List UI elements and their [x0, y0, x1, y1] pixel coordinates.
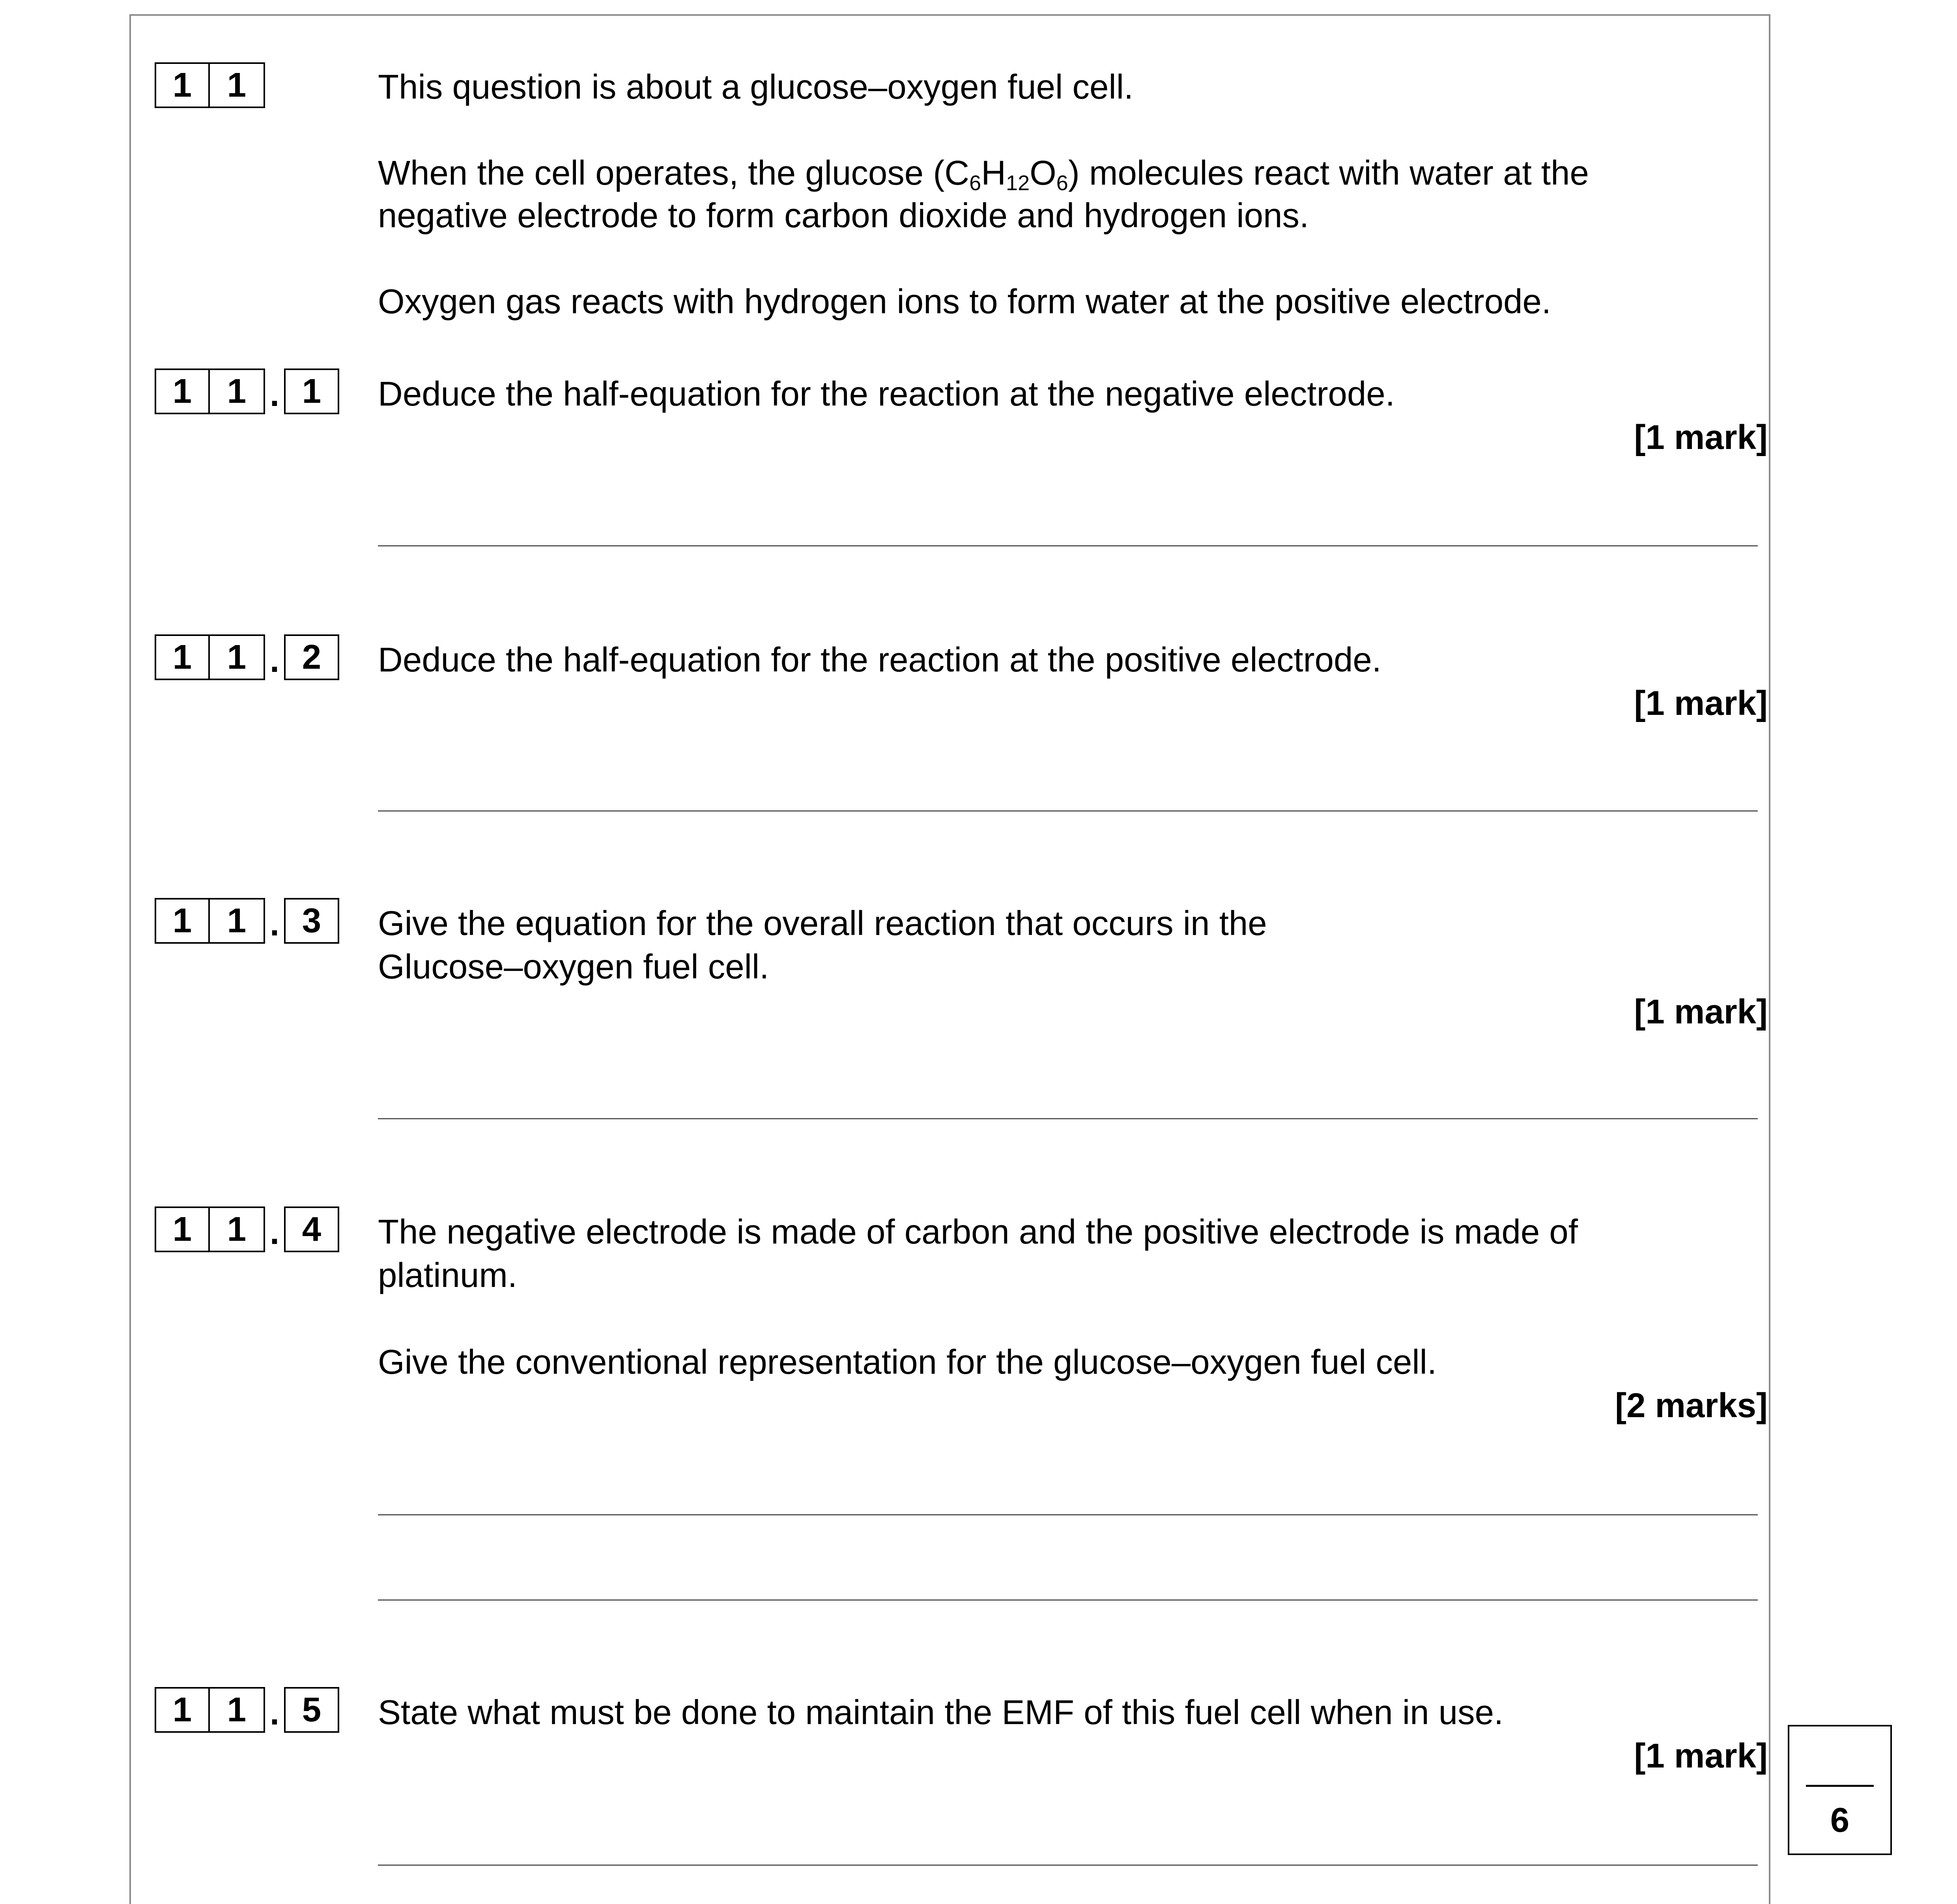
part-digit: 1: [210, 1687, 265, 1733]
question-number: [155, 62, 265, 110]
part-dot: .: [269, 905, 280, 943]
total-divider: [1806, 1785, 1874, 1787]
question-paragraph-2: When the cell operates, the glucose $(C_6H_{12}O_6)$ molecules react with water at the: [378, 154, 1589, 195]
part-4-line-3: Give the conventional representation for the glucose–oxygen fuel cell.: [378, 1343, 1437, 1381]
part-number: [155, 634, 339, 682]
part-number: [155, 1206, 339, 1254]
answer-line[interactable]: [378, 1514, 1758, 1515]
part-digit: 1: [155, 634, 210, 680]
part-digit: 1: [155, 1206, 210, 1252]
part-digit: 1: [155, 898, 210, 944]
part-digit: 1: [155, 1687, 210, 1733]
page-total-box: [1788, 1725, 1892, 1855]
answer-line[interactable]: [378, 1118, 1758, 1119]
question-digit: 1: [210, 62, 265, 108]
part-3-line-2: Glucose–oxygen fuel cell.: [378, 948, 769, 986]
part-dot: .: [269, 641, 280, 679]
part-dot: .: [269, 1694, 280, 1732]
part-digit: 1: [210, 368, 265, 414]
part-5-text: State what must be done to maintain the EMF of this fuel cell when in use.: [378, 1693, 1504, 1732]
answer-line[interactable]: [378, 1599, 1758, 1601]
part-dot: .: [269, 375, 280, 413]
question-digit: 1: [155, 62, 210, 108]
part-3-marks: [1 mark]: [1634, 993, 1768, 1031]
answer-line[interactable]: [378, 1865, 1758, 1866]
part-digit: 1: [284, 368, 339, 414]
part-2-marks: [1 mark]: [1634, 684, 1768, 722]
part-digit: 1: [210, 634, 265, 680]
part-number: [155, 1687, 339, 1734]
question-paragraph-3: Oxygen gas reacts with hydrogen ions to form water at the positive electrode.: [378, 282, 1551, 321]
part-digit: 5: [284, 1687, 339, 1733]
page-total: 6: [1830, 1801, 1850, 1839]
part-1-text: Deduce the half-equation for the reaction at the negative electrode.: [378, 375, 1395, 413]
question-intro: This question is about a glucose–oxygen fuel cell.: [378, 68, 1134, 106]
part-digit: 1: [155, 368, 210, 414]
part-digit: 2: [284, 634, 339, 680]
part-digit: 1: [210, 1206, 265, 1252]
question-paragraph-2-line-2: negative electrode to form carbon dioxide and hydrogen ions.: [378, 196, 1309, 235]
part-4-line-1: The negative electrode is made of carbon and the positive electrode is made of: [378, 1213, 1578, 1251]
part-digit: 3: [284, 898, 339, 944]
part-4-marks: [2 marks]: [1615, 1386, 1768, 1425]
part-5-marks: [1 mark]: [1634, 1737, 1768, 1775]
answer-line[interactable]: [378, 810, 1758, 812]
answer-line[interactable]: [378, 545, 1758, 546]
part-digit: 4: [284, 1206, 339, 1252]
part-number: [155, 898, 339, 945]
part-4-line-2: platinum.: [378, 1256, 518, 1294]
part-number: [155, 368, 339, 416]
part-1-marks: [1 mark]: [1634, 418, 1768, 456]
part-digit: 1: [210, 898, 265, 944]
part-2-text: Deduce the half-equation for the reaction at the positive electrode.: [378, 641, 1381, 679]
part-dot: .: [269, 1213, 280, 1251]
part-3-line-1: Give the equation for the overall reaction that occurs in the: [378, 904, 1267, 943]
